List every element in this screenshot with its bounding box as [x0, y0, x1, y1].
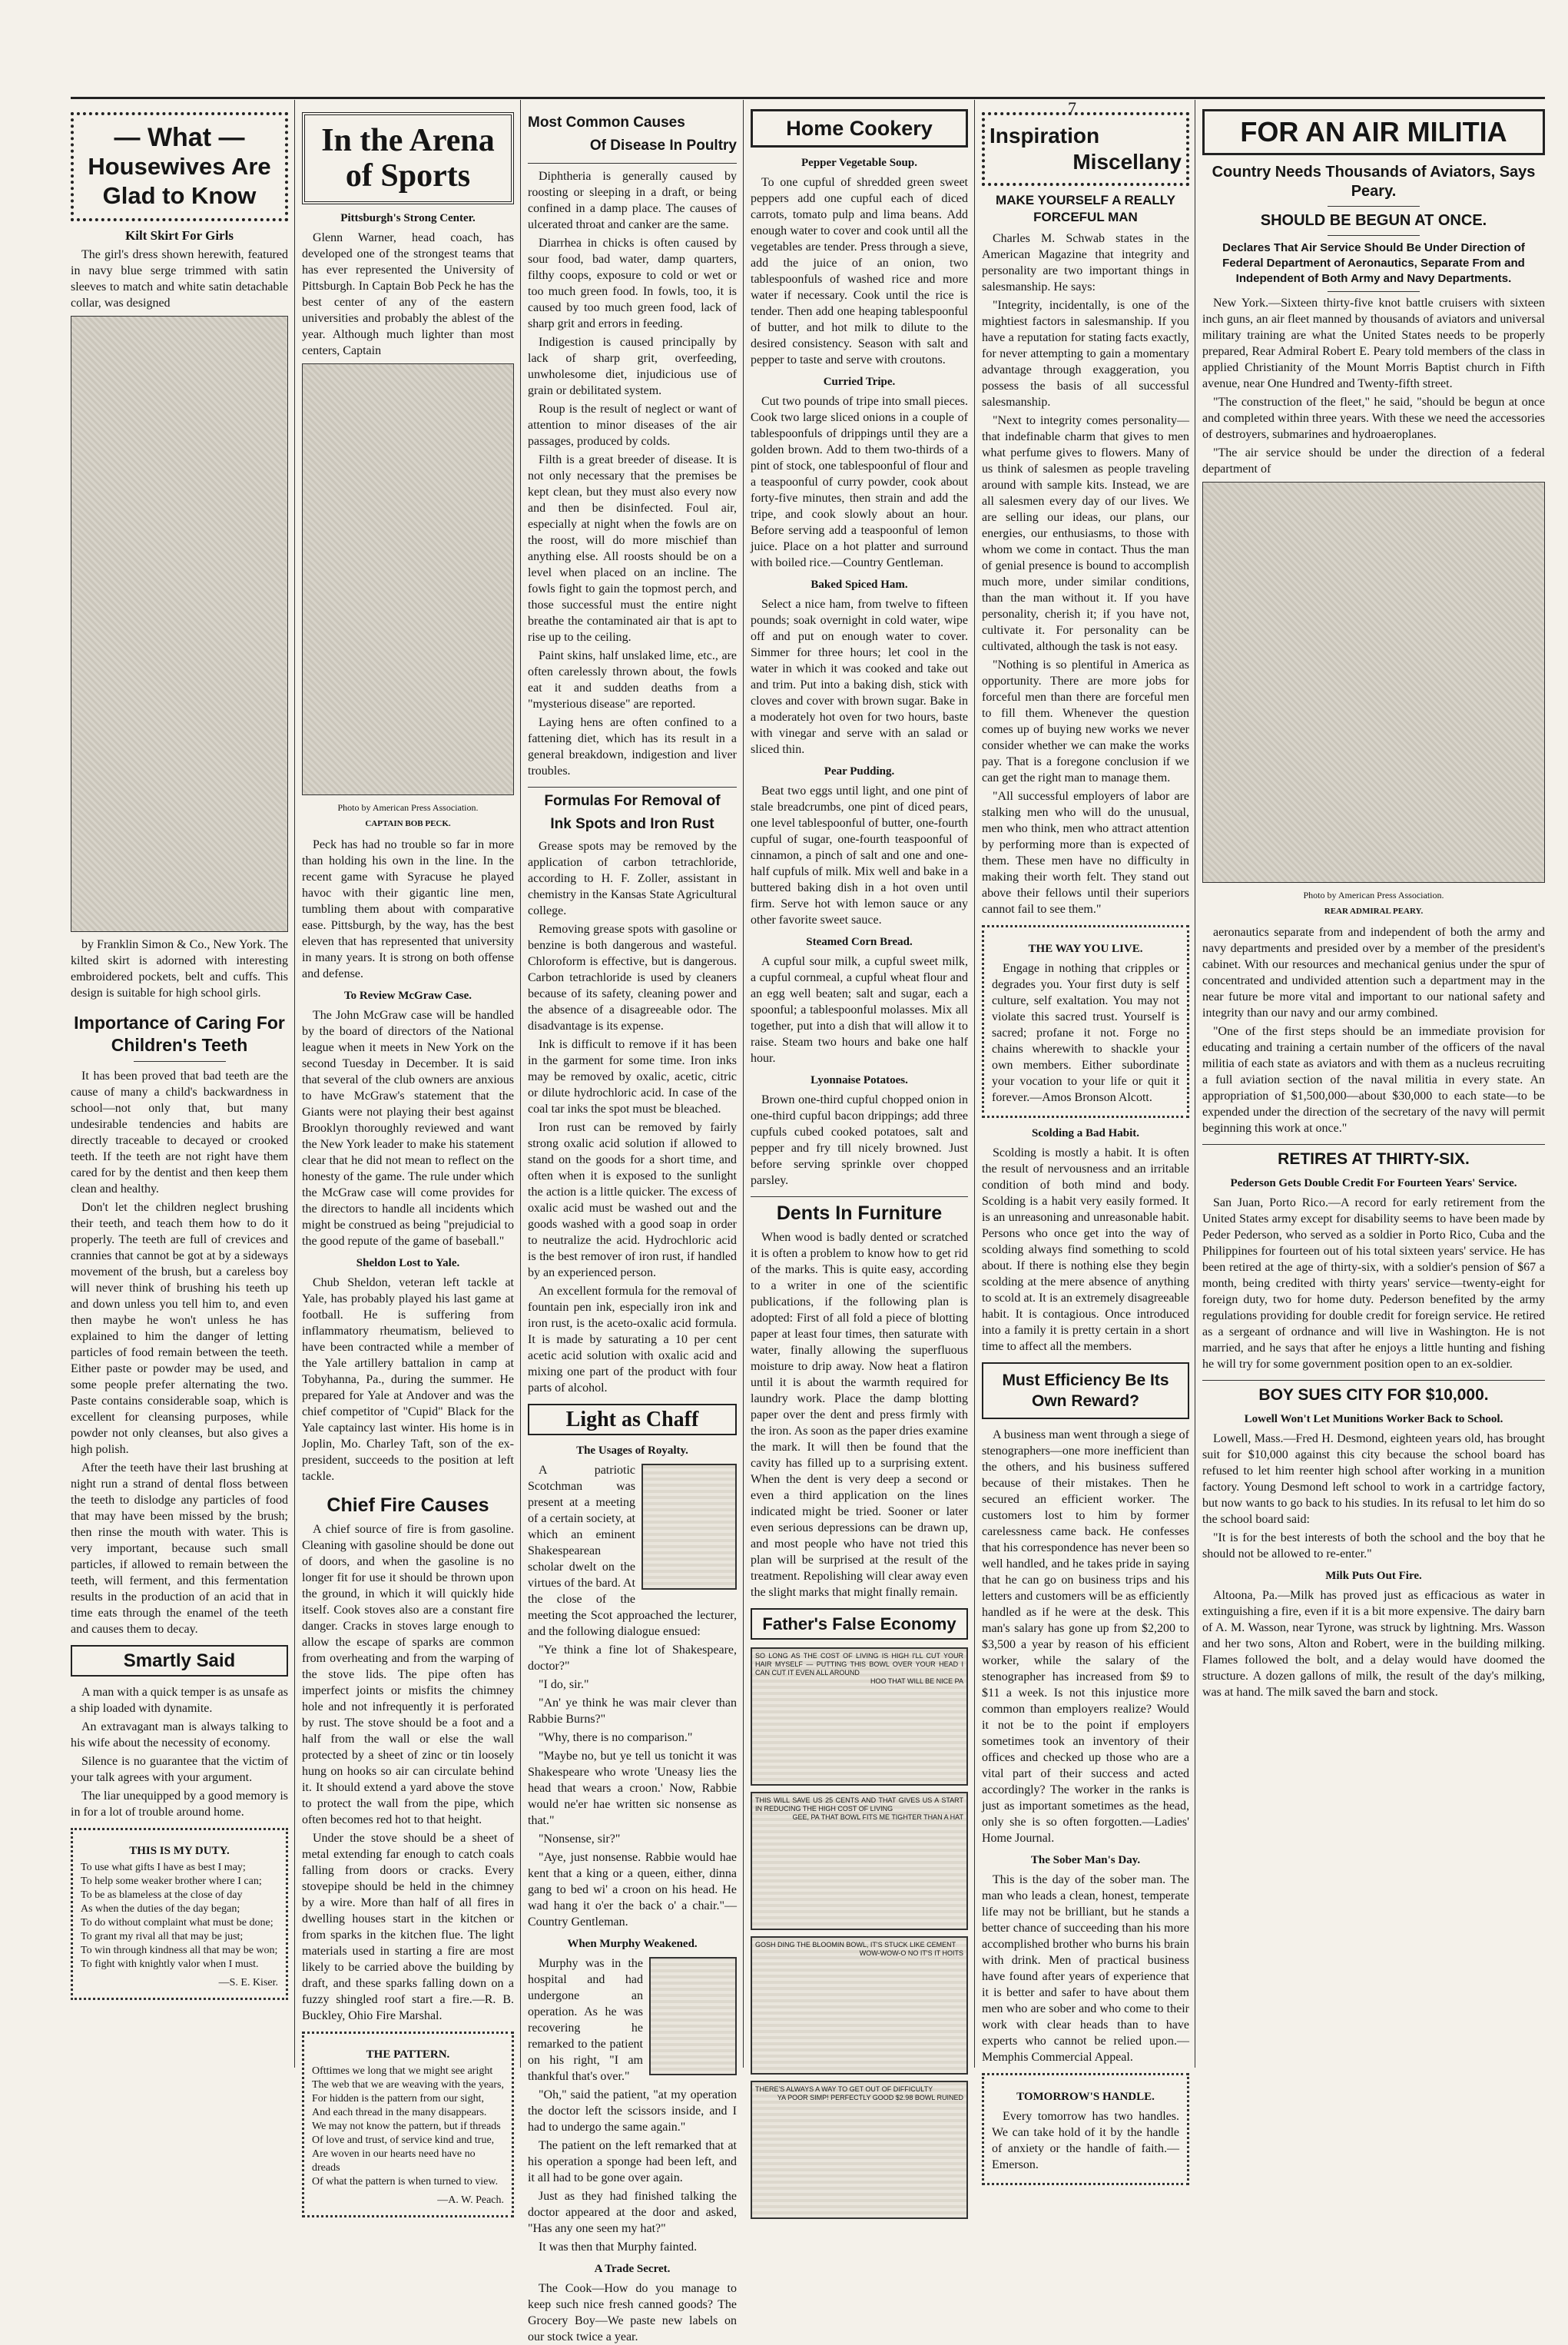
headline-line: of Sports — [345, 158, 471, 194]
poultry-title-line: Of Disease In Poultry — [589, 138, 737, 154]
ink-paragraph: Iron rust can be removed by fairly strong oxalic acid solution if allowed to stand on the goods for a short time, and often when it is exposed to the sunlight the action is a little quicker. The excess of oxalic acid must be washed out and the goods washed with a good soap in order to neutralize the acid. Hydrochloric acid is the best remover of iron rust, if handled by an experienced person. — [528, 1121, 737, 1279]
poultry-paragraph: Paint skins, half unslaked lime, etc., are often carelessly thrown about, the fowls eat it and sudden deaths from a "mysterious disease" are reported. — [528, 649, 737, 711]
peary-paragraph: aeronautics separate from and independent of both the army and navy departments and presided over by a member of the president's cabinet. With our resources and mechanical genius under the spur of concentrated and undivided attention such a department may in the near future be more vital and important to our national safety and integrity than our navy and our army combined. — [1202, 926, 1545, 1020]
smartly-paragraph: A man with a quick temper is as unsafe as a ship loaded with dynamite. — [71, 1686, 288, 1715]
cartoon-bubble: THIS WILL SAVE US 25 CENTS AND THAT GIVES US A START IN REDUCING THE HIGH COST OF LIVING — [755, 1796, 963, 1813]
column-inspiration — [982, 109, 1189, 2171]
murphy-illustration — [649, 1957, 737, 2075]
economy-title: Father's False Economy — [751, 1608, 968, 1640]
column-poultry — [528, 109, 737, 2343]
live-paragraph: Engage in nothing that cripples or degrades you. Your first duty is self culture, self exaltation. You may not violate this sacred trust. Yourself is sacred; profane it not. Forge no chains wherewith to shackle your own members. Either subordinate your vocation to your life or quit it forever.—Amos Bronson Alcott. — [992, 962, 1179, 1104]
live-title: THE WAY YOU LIVE. — [1028, 943, 1143, 955]
forceful-title: MAKE YOURSELF A REALLY FORCEFUL MAN — [996, 193, 1175, 224]
divider — [528, 787, 737, 788]
sheldon-title: Sheldon Lost to Yale. — [356, 1257, 460, 1269]
poultry-paragraph: Diphtheria is generally caused by roosting or sleeping in a draft, or being confined in a damp place. The causes of ulcerated throat and canker are the same. — [528, 170, 737, 231]
royalty-paragraph: "Why, there is no comparison." — [539, 1731, 693, 1744]
teeth-paragraph: It has been proved that bad teeth are the cause of many a child's backwardness in school—not only that, but many undesirable tendencies and habits are directly traceable to decayed or crooked teeth. If the teeth are not right have them cared for by the dentist and then keep them clean and healthy. — [71, 1070, 288, 1196]
murphy-title: When Murphy Weakened. — [567, 1938, 698, 1950]
handle-paragraph: Every tomorrow has two handles. We can take hold of it by the handle of anxiety or the handle of faith.—Emerson. — [992, 2110, 1179, 2171]
murphy-paragraph: "Oh," said the patient, "at my operation the doctor left the scissors inside, and I had to undergo the same again." — [528, 2088, 737, 2134]
teeth-paragraph: Don't let the children neglect brushing their teeth, and teach them how to do it properly. The teeth are full of crevices and crannies that cannot be got at by a sideways movement of the brush, but a careless boy will never think of brushing his teeth up and down unless you tell him to, and even then maybe he won't unless he has explained to him the danger of letting particles of food remain between the teeth. Either paste or powder may be used, and some people prefer alternating the two. Paste contains considerable soap, which is excellent for cleansing purposes, while powder not only cleanses, but also gives a high polish. — [71, 1201, 288, 1456]
cartoon-bubble: THERE'S ALWAYS A WAY TO GET OUT OF DIFFICULTY — [755, 2085, 933, 2093]
handle-title: TOMORROW'S HANDLE. — [1016, 2091, 1155, 2103]
column-housewives — [71, 109, 288, 2068]
divider — [134, 1061, 226, 1062]
pudding-title: Pear Pudding. — [824, 765, 895, 778]
royalty-title: The Usages of Royalty. — [576, 1444, 688, 1457]
poultry-title-line: Most Common Causes — [528, 114, 685, 131]
rear-admiral-peary-photo — [1202, 482, 1545, 883]
poem-line: To fight with knightly valor when I must. — [81, 1959, 259, 1970]
poem-line: To do without complaint what must be done; — [81, 1917, 273, 1929]
ink-paragraph: Removing grease spots with gasoline or benzine is both dangerous and wasteful. Chloroform is effective, but is dangerous. Carbon tetrachloride is used by cleaners because of its safety, cleaning power and the absence of a disagreeable odor. The disadvantage is its expense. — [528, 923, 737, 1033]
divider — [1328, 206, 1420, 207]
chief-fire-title: Chief Fire Causes — [327, 1494, 489, 1516]
poem-title: THIS IS MY DUTY. — [129, 1845, 230, 1857]
poem-this-is-my-duty — [71, 1828, 288, 2000]
bread-title: Steamed Corn Bread. — [806, 936, 913, 948]
sober-title: The Sober Man's Day. — [1030, 1854, 1141, 1866]
poem-line: To help some weaker brother where I can; — [81, 1876, 262, 1887]
boy-sues-paragraph: Lowell, Mass.—Fred H. Desmond, eighteen years old, has brought suit for $10,000 against this city because the school board has refused to let him reenter high school after working in a munition factory. Young Desmond left school to work in a cartridge factory, but now wants to go back to his studies. In its refusal to let him do so the school board said: — [1202, 1432, 1545, 1526]
mcgraw-paragraph: The John McGraw case will be handled by the board of directors of the National league when it meets in New York on the second Tuesday in December. It is said that several of the club owners are anxious to have McGraw's statement that the Giants were not playing their best against Brooklyn thoroughly reviewed and want the New York leader to make his statement clear that he did not mean to reflect on the honesty of the game. The rule under which the McGraw case will come provides for the directors to handle all incidents which might be construed as being "prejudicial to the good repute of the game of baseball." — [302, 1009, 514, 1248]
divider — [1202, 1144, 1545, 1145]
royalty-paragraph: A patriotic Scotchman was present at a meeting of a certain society, at which an eminent Shakespearean scholar dwelt on the virtues of the bard. At the close of the meeting the Scot approached the lecturer, and the following dialogue ensued: — [528, 1464, 737, 1638]
poultry-paragraph: Indigestion is caused principally by lack of sharp grit, overfeeding, unwholesome diet, injudicious use of grain or debilitated system. — [528, 336, 737, 397]
murphy-paragraph: Just as they had finished talking the doctor appeared at the door and asked, "Has any one seen my hat?" — [528, 2190, 737, 2235]
housewives-headline-box — [71, 112, 288, 221]
peary-paragraph: "The construction of the fleet," he said, "should be begun at once and completed within three years. With these we need the accessories of destroyers, submarines and hydroaeroplanes. — [1202, 396, 1545, 441]
headline-line: — What — — [114, 123, 245, 152]
headline-line: Inspiration — [990, 124, 1100, 148]
column-rule — [520, 100, 521, 2068]
efficiency-title: Must Efficiency Be Its Own Reward? — [982, 1362, 1189, 1419]
murphy-paragraph: Murphy was in the hospital and had undergone an operation. As he was recovering he remarked to the patient on his right, "I am thankful that's over." — [528, 1957, 643, 2083]
poem-line: As when the duties of the day began; — [81, 1903, 240, 1915]
tripe-title: Curried Tripe. — [823, 376, 896, 388]
poem-line: Are woven in our hearts need have no dreads — [312, 2148, 476, 2174]
light-as-chaff-title: Light as Chaff — [528, 1404, 737, 1435]
tomorrows-handle-box — [982, 2073, 1189, 2185]
cartoon-panel — [751, 1647, 968, 1786]
pepper-title: Pepper Vegetable Soup. — [801, 157, 917, 169]
poem-line: And each thread in the many disappears. — [312, 2107, 487, 2118]
cartoon-bubble: WOW-WOW-O NO IT'S IT HOITS — [859, 1949, 963, 1957]
poem-line: Of what the pattern is when turned to view. — [312, 2176, 499, 2187]
tripe-paragraph: Cut two pounds of tripe into small pieces. Cook two large sliced onions in a couple of tablespoonfuls of drippings until they are a golden brown. Add to them two-thirds of a pint of stock, one tablespoonful of flour and a teaspoonful of curry powder, cook about forty-five minutes, then strain and add the tripe, and cook slowly about an hour. Before serving add a teaspoonful of lemon juice. Place on a hot platter and surround with boiled rice.—Country Gentleman. — [751, 395, 968, 569]
teeth-paragraph: After the teeth have their last brushing at night run a strand of dental floss between the teeth to dislodge any particles of food that may have been missed by the brush; then rinse the mouth with water. This is very important, because such small particles, if allowed to remain between the teeth, will ferment, and this fermentation results in the production of an acid that in time eats through the enamel of the teeth and causes them to decay. — [71, 1461, 288, 1636]
poultry-paragraph: Laying hens are often confined to a fattening diet, which has its result in a general breakdown, indigestion and liver troubles. — [528, 716, 737, 778]
way-you-live-box — [982, 925, 1189, 1118]
chief-fire-paragraph: A chief source of fire is from gasoline. Cleaning with gasoline should be done out of doors, and when the gasoline is no longer fit for use it should be thrown upon the ground, in which it will quickly hide itself. Cook stoves also are a constant fire danger. Cracks in stoves large enough to allow the escape of sparks are common from overheating and from the warping of the stove lids. The pipe often has imperfect joints or misfits the chimney hole and not infrequently it is perforated by rust. The stove should be a foot and a half from the wall or else the wall protected by a sheet of zinc or tin loosely hung on hooks so air can circulate behind it. It should extend a yard above the stove to protect the wall from the pipe, which often becomes red hot to that height. — [302, 1523, 514, 1826]
royalty-paragraph: "An' ye think he was mair clever than Rabbie Burns?" — [528, 1697, 737, 1726]
peary-paragraph: "The air service should be under the direction of a federal department of — [1202, 446, 1545, 476]
strong-center-paragraph: Peck has had no trouble so far in more than holding his own in the line. In the recent game with Syracuse he played havoc with their gigantic line men, tumbling them about with comparative ease. Pittsburgh, by the way, has the best eleven that has represented that university in many years. It is strong on both offense and defense. — [302, 838, 514, 980]
headline-line: Glad to Know — [102, 182, 257, 209]
poem-line: For hidden is the pattern from our sight, — [312, 2093, 484, 2105]
murphy-paragraph: The patient on the left remarked that at his operation a sponge had been left, and it all had to be gone over again. — [528, 2139, 737, 2184]
peary-paragraph: New York.—Sixteen thirty-five knot battle cruisers with sixteen inch guns, an air fleet manned by thousands of aviators and universal military training are what the United States needs to be properly prepared, Rear Admiral Robert E. Peary told members of the class in applied Christianity of the Mount Morris Baptist church in Fifth avenue, near One Hundred and Twenty-fifth street. — [1202, 297, 1545, 390]
ham-title: Baked Spiced Ham. — [811, 579, 908, 591]
home-cookery-box — [751, 109, 968, 148]
ink-paragraph: An excellent formula for the removal of fountain pen ink, especially iron ink and iron rust, is the aceto-oxalic acid formula. It is made by saturating a 10 per cent acetic acid solution with oxalic acid and mixing one part of the product with four parts of alcohol. — [528, 1285, 737, 1395]
poem-the-pattern — [302, 2032, 514, 2217]
teeth-title: Importance of Caring For Children's Teeth — [74, 1013, 285, 1055]
ink-title-line: Formulas For Removal of — [544, 793, 721, 809]
cartoon-panel — [751, 1792, 968, 1930]
sports-headline-box — [302, 112, 514, 204]
secret-title: A Trade Secret. — [594, 2263, 671, 2275]
dents-title: Dents In Furniture — [776, 1202, 943, 1224]
retires-paragraph: San Juan, Porto Rico.—A record for early retirement from the United States army except for disability seems to have been made by Peder Pederson, who served as a soldier in Porto Rico, Cuba and the Philippines for fourteen out of his total sixteen years' service. He has been retired at the age of thirty-six, with a soldier's pension of $67 a month, being credited with thirty years' service—twenty-eight for foreign duty, two for home duty. Pederson benefited by the army regulations providing for double credit for foreign service. He retired as a sergeant of ordnance and will live in Washington. He is not married, and he says that after he enjoys a little hunting and fishing he will try for some government position open to an ex-soldier. — [1202, 1196, 1545, 1371]
poem-line: To win through kindness all that may be won; — [81, 1945, 278, 1956]
murphy-paragraph: It was then that Murphy fainted. — [539, 2241, 698, 2254]
inspiration-headline-box — [982, 112, 1189, 186]
retires-subhead: Pederson Gets Double Credit For Fourteen Years' Service. — [1230, 1177, 1517, 1189]
column-rule — [974, 100, 975, 2068]
home-cookery-title: Home Cookery — [786, 117, 933, 140]
poem-title: THE PATTERN. — [366, 2048, 450, 2061]
boy-sues-subhead: Lowell Won't Let Munitions Worker Back to School. — [1244, 1413, 1503, 1425]
kilt-skirt-photo — [71, 316, 288, 932]
divider — [528, 163, 737, 164]
ham-paragraph: Select a nice ham, from twelve to fifteen pounds; soak overnight in cold water, wipe off and put on enough water to cover. Simmer for three hours; let cool in the water in which it was cooked and take out and trim. Put into a baking dish, stick with cloves and cover with brown sugar. Bake in a moderately hot oven for two hours, baste with vinegar and serve with an salad or sliced thin. — [751, 598, 968, 756]
sober-paragraph: This is the day of the sober man. The man who leads a clean, honest, temperate life may not be brilliant, but he stands a better chance of succeeding than his more accomplished brother who burns his brain with drink. Men of practical business have found after years of experience that it is better and safer to have about them men who are sober and who come to their work with clear heads than to have experts who cannot be relied upon.—Memphis Commercial Appeal. — [982, 1873, 1189, 2064]
poultry-paragraph: Filth is a great breeder of disease. It is not only necessary that the premises be kept clean, but they must also every now and then be disinfected. Foul air, especially at night when the fowls are on the roost, will do more mischief than anything else. All roosts should be on a level when placed on an incline. The fowls fight to gain the topmost perch, and those successful must the entire night breathe the contaminated air that is apt to rise up to the ceiling. — [528, 453, 737, 644]
kilt-title: Kilt Skirt For Girls — [125, 228, 234, 243]
sheldon-paragraph: Chub Sheldon, veteran left tackle at Yale, has probably played his last game at football. He is suffering from inflammatory rheumatism, believed to have been contracted while a member of the Yale artillery battalion in camp at Tobyhanna, Pa., during the summer. He prepared for Yale at Andover and was the chief competitor of "Cupid" Black for the Yale captaincy last winter. His home is in Joplin, Mo. Charley Taft, son of the ex-president, succeeds to the position at left tackle. — [302, 1276, 514, 1483]
royalty-illustration — [641, 1464, 737, 1590]
forceful-paragraph: Charles M. Schwab states in the American Magazine that integrity and personality are two important things in salesmanship. He says: — [982, 232, 1189, 294]
cartoon-bubble: HOO THAT WILL BE NICE PA — [870, 1677, 963, 1685]
cartoon-bubble: YA POOR SIMP! PERFECTLY GOOD $2.98 BOWL RUINED — [777, 2094, 963, 2101]
divider — [1328, 235, 1420, 236]
smartly-paragraph: The liar unequipped by a good memory is in for a lot of trouble around home. — [71, 1789, 288, 1819]
cartoon-bubble: SO LONG AS THE COST OF LIVING IS HIGH I'LL CUT YOUR HAIR MYSELF — PUTTING THIS BOWL OVER YOUR HEAD I CAN CUT IT EVEN ALL AROUND — [755, 1652, 963, 1677]
kilt-paragraph: The girl's dress shown herewith, featured in navy blue serge trimmed with satin sleeves to match and white satin detachable collar, was designed — [71, 248, 288, 310]
divider — [1328, 291, 1420, 292]
ink-paragraph: Grease spots may be removed by the application of carbon tetrachloride, according to H. F. Zoller, assistant in chemistry in the Kansas State Agricultural college. — [528, 840, 737, 917]
ink-paragraph: Ink is difficult to remove if it has been in the garment for some time. Iron inks may be removed by oxalic, acetic, citric or dilute hydrochloric acid. In case of the coal tar inks the spot must be bleached. — [528, 1038, 737, 1116]
divider — [1202, 1380, 1545, 1381]
potatoes-paragraph: Brown one-third cupful chopped onion in one-third cupful bacon drippings; add three cupfuls cubed cooked potatoes, salt and pepper and fry till nicely browned. Just before serving sprinkle over chopped parsley. — [751, 1093, 968, 1187]
air-militia-deck: Declares That Air Service Should Be Under Direction of Federal Department of Aeronautics, Separate From and Independent of Both Army and Navy Departments. — [1222, 241, 1525, 285]
kilt-paragraph: by Franklin Simon & Co., New York. The kilted skirt is adorned with interesting embroidered pockets, belt and cuffs. This design is suitable for high school girls. — [71, 938, 288, 1000]
dents-paragraph: When wood is badly dented or scratched it is often a problem to know how to get rid of the marks. This is quite easy, according to a writer in one of the scientific publications, if the following plan is adopted: First of all fold a piece of blotting paper at least four times, then saturate with water, finally allowing the superfluous moisture to drip away. Now heat a flatiron until it is about the warmth required for laundry work. Place the damp blotting paper over the dent and press firmly with the iron. As soon as the paper dries examine the mark. It will then be found that the cavity has filled up to a surprising extent. When the dent is very deep a second or even a third application on the lines indicated might be tried. Sooner or later even serious depressions can be drawn up, and most people who have not tried this plan will be surprised at the result of the treatment. Repolishing will clear away even the slight marks that might finally remain. — [751, 1231, 968, 1599]
divider — [751, 1196, 968, 1197]
top-rule — [71, 97, 1545, 99]
poem-line: We may not know the pattern, but if threads — [312, 2121, 501, 2132]
royalty-paragraph: "Ye think a fine lot of Shakespeare, doctor?" — [528, 1643, 737, 1673]
ink-title-line: Ink Spots and Iron Rust — [550, 816, 714, 832]
secret-paragraph: The Cook—How do you manage to keep such nice fresh canned goods? The Grocery Boy—We paste new labels on our stock twice a year. — [528, 2282, 737, 2343]
forceful-paragraph: "Next to integrity comes personality—that indefinable charm that gives to men what perfume gives to flowers. Many of us think of salesmen as people traveling around with sample kits. Instead, we are all salesmen every day of our lives. We are selling our ideas, our plans, our energies, our enthusiasms, to those with whom we come in contact. Thus the man of genial presence is bound to accomplish much more, under similar conditions, than the man without it. If you have personality, cherish it; if you have not, cultivate it. For personality can be cultivated, although the task is not easy. — [982, 414, 1189, 653]
royalty-paragraph: "I do, sir." — [539, 1678, 589, 1691]
forceful-paragraph: "Nothing is so plentiful in America as opportunity. There are more jobs for forceful men than there are forceful men to fill them. Whenever the question comes up of buying new works we never consider whether we can make the works pay. That is a foregone conclusion if we can get the right man to manage them. — [982, 658, 1189, 784]
poultry-paragraph: Roup is the result of neglect or want of attention to minor diseases of the air passages, produced by colds. — [528, 403, 737, 448]
column-rule — [294, 100, 295, 2068]
column-air-militia — [1202, 109, 1545, 2068]
poem-line: To be as blameless at the close of day — [81, 1889, 243, 1901]
peary-paragraph: "One of the first steps should be an immediate provision for educating and training a certain number of the officers of the naval militia of each state as aviators and with them as a nucleus recruiting a full aviation section of the naval militia in every state. An appropriation of $1,500,000—about $30,000 to each state—to be expended under the direction of the secretary of the navy will permit beginning this work at once." — [1202, 1025, 1545, 1135]
poem-line: To use what gifts I have as best I may; — [81, 1862, 246, 1873]
royalty-paragraph: "Maybe no, but ye tell us tonicht it was Shakespeare who wrote 'Uneasy lies the head that wears a croon.' Now, Rabbie would ne'er hae written sic nonsense as that." — [528, 1750, 737, 1827]
column-rule — [743, 100, 744, 2068]
photo-credit: Photo by American Press Association. — [1303, 890, 1444, 901]
poem-line: Of love and trust, of service kind and true, — [312, 2134, 495, 2146]
milk-paragraph: Altoona, Pa.—Milk has proved just as efficacious as water in extinguishing a fire, even if it is a bit more expensive. The dairy barn of A. M. Wasson, near Tyrone, was struck by lightning. Mrs. Wasson and her two sons, Alton and Robert, were in the building milking. Flames followed the bolt, and a delay would have doomed the structure. A dozen gallons of milk, the result of the day's milking, was at hand. The milk saved the barn and stock. — [1202, 1589, 1545, 1699]
royalty-paragraph: "Aye, just nonsense. Rabbie would hae kent that a king or a queen, either, dinna gang to bed wi' a croon on his head. He wad hang it o'er the back o' a chair."—Country Gentleman. — [528, 1851, 737, 1929]
air-militia-headline-box — [1202, 109, 1545, 155]
strong-center-paragraph: Glenn Warner, head coach, has developed one of the strongest teams that has ever represented the University of Pittsburgh. In Captain Bob Peck he has the best center of any of the eastern universities and probably the ablest of the year. Although much lighter than most centers, Captain — [302, 231, 514, 357]
cartoon-bubble: GEE, PA THAT BOWL FITS ME TIGHTER THAN A HAT — [792, 1813, 963, 1821]
smartly-paragraph: An extravagant man is always talking to his wife about the necessity of economy. — [71, 1720, 288, 1750]
retires-title: RETIRES AT THIRTY-SIX. — [1278, 1150, 1470, 1168]
poem-line: To grant my rival all that may be just; — [81, 1931, 244, 1942]
air-militia-subhead: Country Needs Thousands of Aviators, Says Peary. — [1212, 164, 1536, 200]
forceful-paragraph: "Integrity, incidentally, is one of the mightiest factors in salesmanship. If you have a reputation for stating facts exactly, for never attempting to gain a momentary advantage through exaggeration, you possess the basis of all successful salesmanship. — [982, 299, 1189, 409]
air-militia-subhead: SHOULD BE BEGUN AT ONCE. — [1260, 212, 1487, 229]
pepper-paragraph: To one cupful of shredded green sweet peppers add one cupful each of diced carrots, tomato pulp and lima beans. Add enough water to cover and cook until all the vegetables are tender. Press through a sieve, add the juice of an onion, two tablespoonfuls of washed rice and more water if necessary. Cook until the rice is tender. Then add one heaping tablespoonful of butter, and hot milk to dilute to the desired consistency. Season with salt and pepper to taste and serve with croutons. — [751, 176, 968, 367]
headline-line: Housewives Are — [88, 153, 271, 180]
headline-line: In the Arena — [321, 123, 495, 158]
smartly-paragraph: Silence is no guarantee that the victim of your talk agrees with your argument. — [71, 1755, 288, 1784]
captain-bob-peck-photo — [302, 363, 514, 795]
poem-author: —A. W. Peach. — [437, 2194, 504, 2206]
scolding-title: Scolding a Bad Habit. — [1031, 1127, 1140, 1139]
photo-caption: REAR ADMIRAL PEARY. — [1324, 907, 1424, 916]
column-sports — [302, 109, 514, 2206]
photo-caption: CAPTAIN BOB PECK. — [365, 819, 451, 828]
chief-fire-paragraph: Under the stove should be a sheet of metal extending far enough to catch coals falling from doors or cracks. Every stovepipe should be held in the chimney by a wire. More than half of all fires in dwelling houses start in the kitchen or from sparks in the kitchen flue. The light materials used in starting a fire are most likely to be carried above the building by draft, and these sparks falling down on a fuzzy shingled roof start a fire.—R. B. Buckley, Ohio Fire Marshal. — [302, 1832, 514, 2022]
potatoes-title: Lyonnaise Potatoes. — [811, 1074, 908, 1086]
air-militia-headline: FOR AN AIR MILITIA — [1240, 116, 1507, 148]
cartoon-bubble: GOSH DING THE BLOOMIN BOWL, IT'S STUCK LIKE CEMENT — [755, 1941, 956, 1949]
pudding-paragraph: Beat two eggs until light, and one pint of stale breadcrumbs, one pint of diced pears, one level tablespoonful of butter, one-fourth cupful of sugar, one-fourth teaspoonful of cinnamon, a pinch of salt and one and one-half cupfuls of milk. Mix well and bake in a buttered baking dish in a hot oven until firm. Serve hot with lemon sauce or any other favorite sweet sauce. — [751, 784, 968, 927]
photo-credit: Photo by American Press Association. — [337, 802, 479, 813]
page-number: 7 — [1068, 98, 1076, 118]
boy-sues-title: BOY SUES CITY FOR $10,000. — [1258, 1386, 1489, 1404]
column-cookery — [751, 109, 968, 2101]
cartoon-panel — [751, 2081, 968, 2219]
scolding-paragraph: Scolding is mostly a habit. It is often the result of nervousness and an irritable condition of both mind and body. Scolding is a habit very easily formed. It is an unreasoning and unreasonable habit. Persons who once get into the way of scolding always find something to scold about. If there is nothing else they begin scolding at the mere absence of anything to scold at. It is an extremely disagreeable habit. It is contagious. Once introduced into a family it is pretty certain in a short time to affect all the members. — [982, 1146, 1189, 1353]
mcgraw-title: To Review McGraw Case. — [343, 990, 472, 1002]
forceful-paragraph: "All successful employers of labor are stalking men who will do the unusual, men who think, men who attract attention by performing more than is expected of them. These men have no difficulty in making their worth felt. They stand out above their fellows until their superiors cannot fail to see them." — [982, 790, 1189, 916]
smartly-said-title: Smartly Said — [71, 1645, 288, 1677]
royalty-paragraph: "Nonsense, sir?" — [539, 1833, 621, 1846]
poultry-paragraph: Diarrhea in chicks is often caused by sour food, bad water, damp quarters, filthy coops, exposure to cold or wet or too much green food. In fowls, too, it is caused by too much green food, lack of sharp grit and errors in feeding. — [528, 237, 737, 330]
milk-title: Milk Puts Out Fire. — [1325, 1570, 1422, 1582]
strong-center-title: Pittsburgh's Strong Center. — [340, 212, 476, 224]
bread-paragraph: A cupful sour milk, a cupful sweet milk, a cupful cornmeal, a cupful wheat flour and an egg well beaten; salt and sugar, each a spoonful; a tablespoonful molasses. Mix all together, put into a dish that will allow it to raise. Steam two hours and bake one half hour. — [751, 955, 968, 1065]
poem-author: —S. E. Kiser. — [218, 1977, 278, 1988]
efficiency-paragraph: A business man went through a siege of stenographers—one more inefficient than the others, and his business suffered because of their mistakes. Then he secured an efficient worker. The customers lost to him by former carelessness came back. He confesses that his correspondence has never been so well handled, and he takes pride in saying that he can go on business trips and his letters and customers will be as efficiently handled as if he were at the desk. This man's salary has gone up from $2,200 to $3,500 a year by reason of his efficient worker, while the salary of the stenographer has increased from $9 to $11 a week. Is not this injustice more common than employers realize? Would it not be to the point if employers sometimes took an inventory of their offices and checked up those who are a vital part of their success and acted accordingly? The worker in the ranks is just as important sometimes as the head, only she is so often forgotten.—Ladies' Home Journal. — [982, 1428, 1189, 1845]
headline-line: Miscellany — [1072, 150, 1182, 174]
boy-sues-paragraph: "It is for the best interests of both the school and the boy that he should not be allowed to re-enter." — [1202, 1531, 1545, 1561]
poem-line: Ofttimes we long that we might see aright — [312, 2065, 493, 2077]
cartoon-panel — [751, 1936, 968, 2075]
poem-line: The web that we are weaving with the years, — [312, 2079, 504, 2091]
